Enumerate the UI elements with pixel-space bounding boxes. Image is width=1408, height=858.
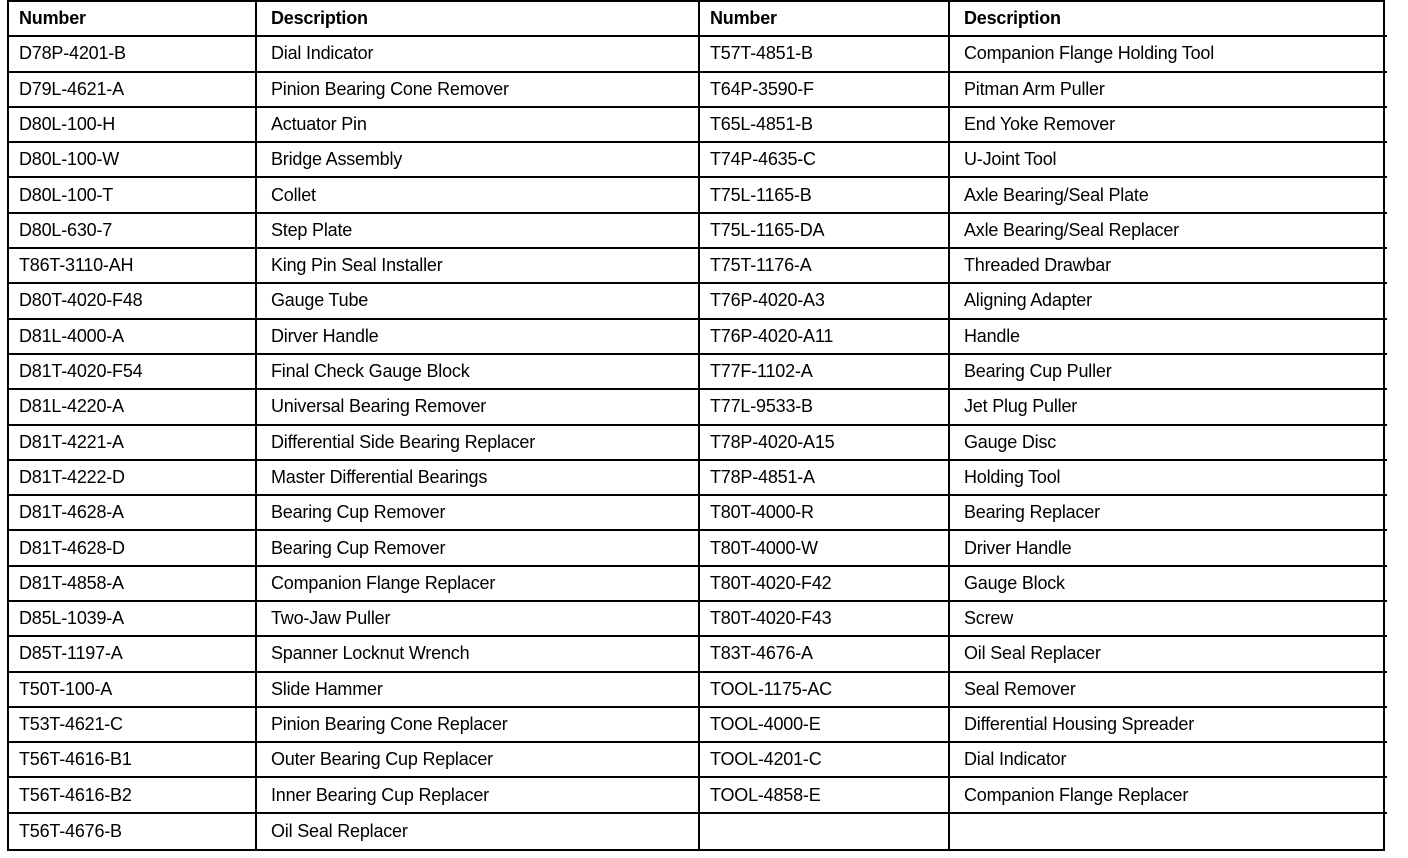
tool-number-cell: D80L-630-7 [9,214,257,249]
tool-number-cell: T76P-4020-A3 [700,284,950,319]
tool-description-cell: End Yoke Remover [950,108,1387,143]
tool-number-cell: T76P-4020-A11 [700,320,950,355]
tool-number-cell: TOOL-4201-C [700,743,950,778]
tool-description-cell: Two-Jaw Puller [257,602,700,637]
tool-description-cell: Differential Side Bearing Replacer [257,426,700,461]
tool-number-cell: T80T-4000-W [700,531,950,566]
tool-number-cell: T80T-4000-R [700,496,950,531]
tool-description-cell: Handle [950,320,1387,355]
tool-description-cell: Companion Flange Replacer [257,567,700,602]
tool-number-cell: D78P-4201-B [9,37,257,72]
tool-description-cell: Pitman Arm Puller [950,73,1387,108]
tool-description-cell [950,814,1387,849]
tool-description-cell: Seal Remover [950,673,1387,708]
header-number-right: Number [700,2,950,37]
tool-description-cell: Companion Flange Holding Tool [950,37,1387,72]
tool-number-cell: T80T-4020-F42 [700,567,950,602]
tool-number-cell: T75L-1165-B [700,178,950,213]
tool-description-cell: Bearing Replacer [950,496,1387,531]
tool-number-cell: D81T-4020-F54 [9,355,257,390]
tool-number-cell: TOOL-4000-E [700,708,950,743]
tool-number-cell [700,814,950,849]
tool-description-cell: Oil Seal Replacer [257,814,700,849]
tool-description-cell: Pinion Bearing Cone Replacer [257,708,700,743]
tool-description-cell: Bearing Cup Remover [257,531,700,566]
tool-description-cell: Axle Bearing/Seal Replacer [950,214,1387,249]
tool-description-cell: Universal Bearing Remover [257,390,700,425]
tool-number-cell: D85L-1039-A [9,602,257,637]
tool-description-cell: Bridge Assembly [257,143,700,178]
tool-number-cell: D85T-1197-A [9,637,257,672]
tool-description-cell: Master Differential Bearings [257,461,700,496]
tool-description-cell: Outer Bearing Cup Replacer [257,743,700,778]
tool-number-cell: D80L-100-W [9,143,257,178]
tool-number-cell: D80L-100-T [9,178,257,213]
tool-number-cell: T78P-4851-A [700,461,950,496]
tool-description-cell: Companion Flange Replacer [950,778,1387,813]
header-description-left: Description [257,2,700,37]
tool-description-cell: U-Joint Tool [950,143,1387,178]
tool-description-cell: Gauge Tube [257,284,700,319]
tool-description-cell: Driver Handle [950,531,1387,566]
tool-description-cell: Dial Indicator [257,37,700,72]
tool-number-cell: D81L-4220-A [9,390,257,425]
tool-number-cell: T80T-4020-F43 [700,602,950,637]
tool-description-cell: Screw [950,602,1387,637]
tool-number-cell: T57T-4851-B [700,37,950,72]
header-description-right: Description [950,2,1387,37]
tool-number-cell: T56T-4616-B2 [9,778,257,813]
tool-number-cell: T64P-3590-F [700,73,950,108]
tool-description-cell: Gauge Disc [950,426,1387,461]
tool-number-cell: D81T-4628-A [9,496,257,531]
tool-number-cell: D81T-4221-A [9,426,257,461]
tool-number-cell: TOOL-4858-E [700,778,950,813]
tool-description-cell: Pinion Bearing Cone Remover [257,73,700,108]
tool-number-cell: T77L-9533-B [700,390,950,425]
tool-description-cell: Actuator Pin [257,108,700,143]
tool-number-cell: T86T-3110-AH [9,249,257,284]
tool-description-cell: Bearing Cup Remover [257,496,700,531]
tool-number-cell: TOOL-1175-AC [700,673,950,708]
tool-number-cell: D81T-4858-A [9,567,257,602]
tool-description-cell: Spanner Locknut Wrench [257,637,700,672]
tool-description-cell: Axle Bearing/Seal Plate [950,178,1387,213]
tool-number-cell: D80L-100-H [9,108,257,143]
tool-description-cell: Step Plate [257,214,700,249]
tool-number-cell: D79L-4621-A [9,73,257,108]
tool-description-cell: Bearing Cup Puller [950,355,1387,390]
header-number-left: Number [9,2,257,37]
tool-description-cell: Slide Hammer [257,673,700,708]
tool-number-cell: D81T-4222-D [9,461,257,496]
tool-number-cell: T50T-100-A [9,673,257,708]
tool-number-cell: D80T-4020-F48 [9,284,257,319]
tool-number-cell: T65L-4851-B [700,108,950,143]
tool-number-cell: T75L-1165-DA [700,214,950,249]
tool-description-cell: Final Check Gauge Block [257,355,700,390]
tool-number-cell: T53T-4621-C [9,708,257,743]
tool-number-cell: T83T-4676-A [700,637,950,672]
tool-description-cell: Threaded Drawbar [950,249,1387,284]
tool-description-cell: Aligning Adapter [950,284,1387,319]
tool-description-cell: Dial Indicator [950,743,1387,778]
tool-description-cell: Inner Bearing Cup Replacer [257,778,700,813]
tool-description-cell: Gauge Block [950,567,1387,602]
tool-description-cell: Differential Housing Spreader [950,708,1387,743]
tool-description-cell: Oil Seal Replacer [950,637,1387,672]
tool-number-cell: T56T-4676-B [9,814,257,849]
tool-number-cell: D81L-4000-A [9,320,257,355]
tool-description-cell: Holding Tool [950,461,1387,496]
special-tools-table [7,0,1385,851]
tool-number-cell: D81T-4628-D [9,531,257,566]
tool-description-cell: Jet Plug Puller [950,390,1387,425]
tool-number-cell: T78P-4020-A15 [700,426,950,461]
tool-description-cell: King Pin Seal Installer [257,249,700,284]
tool-number-cell: T56T-4616-B1 [9,743,257,778]
tool-number-cell: T75T-1176-A [700,249,950,284]
tool-number-cell: T74P-4635-C [700,143,950,178]
tool-number-cell: T77F-1102-A [700,355,950,390]
tool-description-cell: Dirver Handle [257,320,700,355]
tool-description-cell: Collet [257,178,700,213]
